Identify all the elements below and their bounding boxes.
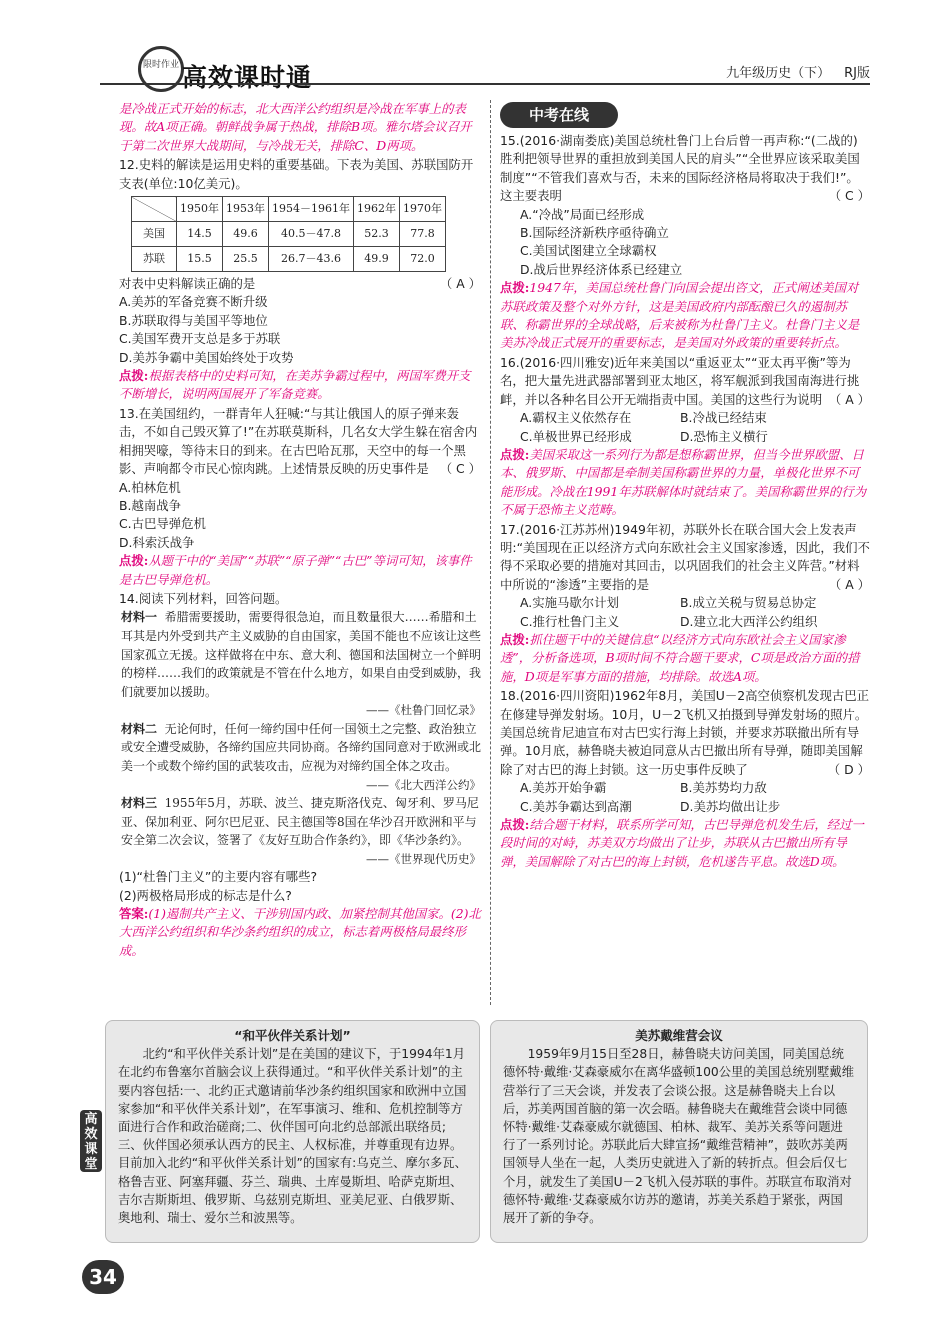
right-column <box>500 132 870 871</box>
q16-option: B.冷战已经结束 <box>680 410 767 426</box>
box-title: “和平伙伴关系计划” <box>234 1028 351 1043</box>
grade-text: 九年级历史（下） <box>726 66 831 81</box>
q17-tip <box>500 631 870 686</box>
tip-label: 点拨: <box>500 817 530 833</box>
side-tab: 高效课堂 <box>80 1110 102 1172</box>
material-label: 材料三 <box>121 795 158 810</box>
table-cell: 49.9 <box>354 247 400 272</box>
table-cell: 72.0 <box>400 247 446 272</box>
q13-option: A.柏林危机 <box>119 479 181 495</box>
q15-stem-text: 15.(2016·湖南娄底)美国总统杜鲁门上台后曾一再声称:“(二战的)胜利把领导世界的重担放到美国人民的肩头”“全世界应该采取美国制度”“不管我们喜欢与否，未来的国际经济格局将取决于我们!”。这主要表明 <box>500 133 860 204</box>
q17-answer: （ A ） <box>828 576 870 592</box>
table-cell: 52.3 <box>354 222 400 247</box>
q15-option: D.战后世界经济体系已经建立 <box>520 261 683 277</box>
q15-option: B.国际经济新秩序亟待确立 <box>520 225 669 241</box>
table-cell: 40.5－47.8 <box>269 222 354 247</box>
edition-text: RJ版 <box>844 66 870 81</box>
q15-option: C.美国试图建立全球霸权 <box>520 243 657 259</box>
tip-text: 从题干中的“美国”“苏联”“原子弹”“古巴”等词可知，该事件是古巴导弹危机。 <box>119 553 472 587</box>
q18-options-row <box>500 798 870 816</box>
clock-logo-icon <box>138 46 184 92</box>
tip-label: 点拨: <box>500 631 530 647</box>
table-header-cell: 1954－1961年 <box>269 197 354 222</box>
q18-option: C.美苏争霸达到高潮 <box>520 798 632 814</box>
material-label: 材料一 <box>121 610 158 625</box>
tip-text: 结合题干材料，联系所学可知，古巴导弹危机发生后，经过一段时间的对峙，苏美双方均做出了让步，苏联从古巴撤出所有导弹，美国解除了对古巴的海上封锁，危机遂告平息。故选D项。 <box>500 817 864 869</box>
table-header-cell: 1953年 <box>223 197 269 222</box>
page-number: 34 <box>82 1260 124 1294</box>
material-text: 1955年5月，苏联、波兰、捷克斯洛伐克、匈牙利、罗马尼亚、保加利亚、阿尔巴尼亚、民主德国等8国在华沙召开欧洲和平与安全第二次会议，签署了《友好互助合作条约》，即《华沙条约》。 <box>121 795 479 848</box>
q16-option: C.单极世界已经形成 <box>520 428 632 444</box>
q12-ask-text: 对表中史料解读正确的是 <box>119 276 256 292</box>
continued-tip: 是冷战正式开始的标志，北大西洋公约组织是冷战在军事上的表现。故A项正确。朝鲜战争属于热战，排除B项。雅尔塔会议召开于第二次世界大战期间，与冷战无关，排除C、D两项。 <box>119 101 472 153</box>
material-text: 希腊需要援助，需要得很急迫，而且数量很大……希腊和土耳其是内外受到共产主义威胁的自由国家，美国不能也不应该让这些国家孤立无援。这样做将在中东、意大利、德国和法国树立一个鲜明的榜样……我们的政策就是不管在什么地方，如果自由受到威胁，我们就要加以援助。 <box>121 610 482 699</box>
q16-tip <box>500 446 870 520</box>
box-title: 美苏戴维营会议 <box>635 1028 723 1043</box>
tip-text: 美国采取这一系列行为都是想称霸世界，但当今世界欧盟、日本、俄罗斯、中国都是牵制美国称霸世界的力量，单极化世界不可能形成。冷战在1991年苏联解体时就结束了。美国称霸世界的行为不属于恐怖主义范畴。 <box>500 446 867 518</box>
defense-spending-table <box>131 196 446 272</box>
table-cell: 77.8 <box>400 222 446 247</box>
q16-option: D.恐怖主义横行 <box>680 428 768 444</box>
table-corner-cell <box>132 197 177 222</box>
q14-ask-2: (2)两极格局形成的标志是什么? <box>119 887 292 903</box>
q17-option: D.建立北大西洋公约组织 <box>680 613 818 629</box>
box-text: 1959年9月15日至28日，赫鲁晓夫访问美国，同美国总统德怀特·戴维·艾森豪威尔在离华盛顿100公里的美国总统别墅戴维营举行了三天会谈，并发表了会谈公报。这是赫鲁晓夫上台以后，苏美两国首脑的第一次会晤。赫鲁晓夫在戴维营会谈中同德怀特·戴维·艾森豪威尔就德国、柏林、裁军、美苏关系等问题进行了一系列讨论。苏联此后大肆宣扬“戴维营精神”，鼓吹苏美两国领导人坐在一起，人类历史就进入了新的转折点。但会后仅七个月，就发生了美国U－2飞机入侵苏联的事件。苏联宣布取消对德怀特·戴维·艾森豪威尔访苏的邀请，苏美关系趋于紧张，两国展开了新的争夺。 <box>503 1047 855 1226</box>
q15-option: A.“冷战”局面已经形成 <box>520 206 645 222</box>
q16-stem-text: 16.(2016·四川雅安)近年来美国以“重返亚太”“亚太再平衡”等为名，把大量先进武器部署到亚太地区，将军舰派到我国南海进行挑衅，并以各种名目公开无端指责中国。美国的这些行为说明 <box>500 354 860 407</box>
material-source: ——《杜鲁门回忆录》 <box>366 703 481 718</box>
q13-stem <box>119 405 481 479</box>
q17-option: C.推行杜鲁门主义 <box>520 613 620 629</box>
table-row <box>132 247 446 272</box>
clock-text: 限时作业 <box>142 60 179 70</box>
tip-text: 抓住题干中的关键信息“以经济方式向东欧社会主义国家渗透”，分析备选项，B项时间不符合题干要求，C项是政治方面的措施，D项是军事方面的措施，均排除。故选A项。 <box>500 631 860 684</box>
table-cell: 49.6 <box>223 222 269 247</box>
material-label: 材料二 <box>121 721 158 736</box>
q17-stem <box>500 521 870 595</box>
q18-answer: （ D ） <box>827 761 870 777</box>
left-column <box>119 100 481 960</box>
tip-label: 点拨: <box>500 446 530 462</box>
q16-option: A.霸权主义依然存在 <box>520 410 632 426</box>
material-text: 无论何时，任何一缔约国中任何一国领土之完整、政治独立或安全遭受威胁，各缔约国应共同协商。各缔约国同意对于欧洲或北美一个或数个缔约国的武装攻击，应视为对缔约国全体之攻击。 <box>121 721 482 773</box>
q18-tip <box>500 816 870 871</box>
table-header-row <box>132 197 446 222</box>
q16-options-row <box>500 409 870 427</box>
q17-options-row <box>500 594 870 612</box>
table-cell: 15.5 <box>177 247 223 272</box>
material-source: ——《世界现代历史》 <box>366 851 481 866</box>
q15-stem <box>500 132 870 206</box>
tip-label: 点拨: <box>500 280 530 296</box>
header-divider <box>100 83 870 85</box>
q18-option: D.美苏均做出让步 <box>680 798 781 814</box>
q16-answer: （ A ） <box>828 391 870 407</box>
q13-option: C.古巴导弹危机 <box>119 516 206 532</box>
q12-option: A.美苏的军备竞赛不断升级 <box>119 294 268 310</box>
q18-option: A.美苏开始争霸 <box>520 780 607 796</box>
q18-stem <box>500 687 870 779</box>
table-cell: 26.7－43.6 <box>269 247 354 272</box>
material-three <box>119 794 481 850</box>
section-banner: 中考在线 <box>500 102 618 128</box>
q17-option: B.成立关税与贸易总协定 <box>680 595 817 611</box>
camp-david-box <box>490 1020 868 1243</box>
q15-answer: （ C ） <box>828 188 870 204</box>
book-title: 高效课时通 <box>182 63 313 92</box>
q12-option: C.美国军费开支总是多于苏联 <box>119 331 281 347</box>
q12-answer: （ A ） <box>439 276 481 292</box>
q14-ask-1: (1)“杜鲁门主义”的主要内容有哪些? <box>119 869 318 885</box>
tip-text: 根据表格中的史料可知，在美苏争霸过程中，两国军费开支不断增长，说明两国展开了军备竞赛。 <box>119 368 471 402</box>
q12-tip <box>119 367 481 404</box>
box-text: 北约“和平伙伴关系计划”是在美国的建议下，于1994年1月在北约布鲁塞尔首脑会议上获得通过。“和平伙伴关系计划”的主要内容包括:一、北约正式邀请前华沙条约组织国家和欧洲中立国家参加“和平伙伴关系计划”，在军事演习、维和、危机控制等方面进行合作和政治磋商;二、伙伴国可向北约总部派出联络员;三、伙伴国必须承认西方的民主、人权标准，并尊重现有边界。目前加入北约“和平伙伴关系计划”的国家有:乌克兰、摩尔多瓦、格鲁吉亚、阿塞拜疆、芬兰、瑞典、土库曼斯坦、哈萨克斯坦、吉尔吉斯斯坦、俄罗斯、乌兹别克斯坦、亚美尼亚、白俄罗斯、奥地利、瑞士、爱尔兰和波黑等。 <box>118 1047 467 1226</box>
table-cell: 苏联 <box>132 247 177 272</box>
q14-stem: 14.阅读下列材料，回答问题。 <box>119 590 288 606</box>
q12-stem: 12.史料的解读是运用史料的重要基础。下表为美国、苏联国防开支表(单位:10亿美元)。 <box>119 157 474 191</box>
q18-stem-text: 18.(2016·四川资阳)1962年8月，美国U－2高空侦察机发现古巴正在修建导弹发射场。10月，U－2飞机又拍摄到导弹发射场的照片。美国总统肯尼迪宣布对古巴实行海上封锁，并要求苏联撤出所有导弹。10月底，赫鲁晓夫被迫同意从古巴撤出所有导弹，随即美国解除了对古巴的海上封锁。这一历史事件反映了 <box>500 688 870 777</box>
q17-option: A.实施马歇尔计划 <box>520 595 619 611</box>
table-cell: 美国 <box>132 222 177 247</box>
q18-option: B.美苏势均力敌 <box>680 780 767 796</box>
q12-option: B.苏联取得与美国平等地位 <box>119 312 268 328</box>
q12-ask <box>119 275 481 293</box>
material-one <box>119 608 481 701</box>
q17-stem-text: 17.(2016·江苏苏州)1949年初，苏联外长在联合国大会上发表声明:“美国现在正以经济方式向东欧社会主义国家渗透，因此，我们不得不采取必要的措施对其回击，以巩固我们的社会主义阵营。”材料中所说的“渗透”主要指的是 <box>500 521 870 592</box>
tip-label: 点拨: <box>119 553 149 569</box>
q13-option: B.越南战争 <box>119 497 182 513</box>
answer-label: 答案: <box>119 905 149 921</box>
table-cell: 14.5 <box>177 222 223 247</box>
column-divider <box>490 100 491 1005</box>
q16-stem <box>500 354 870 409</box>
q17-options-row <box>500 613 870 631</box>
q15-tip <box>500 279 870 353</box>
table-cell: 25.5 <box>223 247 269 272</box>
q12-option: D.美苏争霸中美国始终处于攻势 <box>119 349 294 365</box>
material-two <box>119 720 481 776</box>
q13-option: D.科索沃战争 <box>119 534 195 550</box>
q13-stem-text: 13.在美国纽约，一群青年人狂喊:“与其让俄国人的原子弹来轰击，不如自己毁灭算了!”在苏联莫斯科，几名女大学生躲在宿舍内相拥哭嚎，等待末日的到来。在古巴哈瓦那，天空中的每一个黑影、声响都令市民心惊肉跳。上述情景反映的历史事件是 <box>119 405 478 477</box>
peace-partnership-box <box>105 1020 480 1243</box>
table-header-cell: 1962年 <box>354 197 400 222</box>
table-header-cell: 1970年 <box>400 197 446 222</box>
q14-answer <box>119 905 481 960</box>
grade-label <box>726 62 870 81</box>
tip-text: 1947年，美国总统杜鲁门向国会提出咨文，正式阐述美国对苏联政策及整个对外方针，这是美国政府内部酝酿已久的遏制苏联、称霸世界的全球战略，后来被称为杜鲁门主义。杜鲁门主义是美苏冷战正式展开的重要标志，是美国对外政策的重要转折点。 <box>500 280 860 351</box>
q18-options-row <box>500 779 870 797</box>
answer-text: (1)遏制共产主义、干涉别国内政、加紧控制其他国家。(2)北大西洋公约组织和华沙条约组织的成立，标志着两极格局最终形成。 <box>119 905 481 958</box>
table-header-cell: 1950年 <box>177 197 223 222</box>
q13-tip <box>119 552 481 589</box>
material-source: ——《北大西洋公约》 <box>366 777 481 792</box>
q13-answer: （ C ） <box>439 461 481 477</box>
q16-options-row <box>500 428 870 446</box>
tip-label: 点拨: <box>119 368 149 384</box>
table-row <box>132 222 446 247</box>
